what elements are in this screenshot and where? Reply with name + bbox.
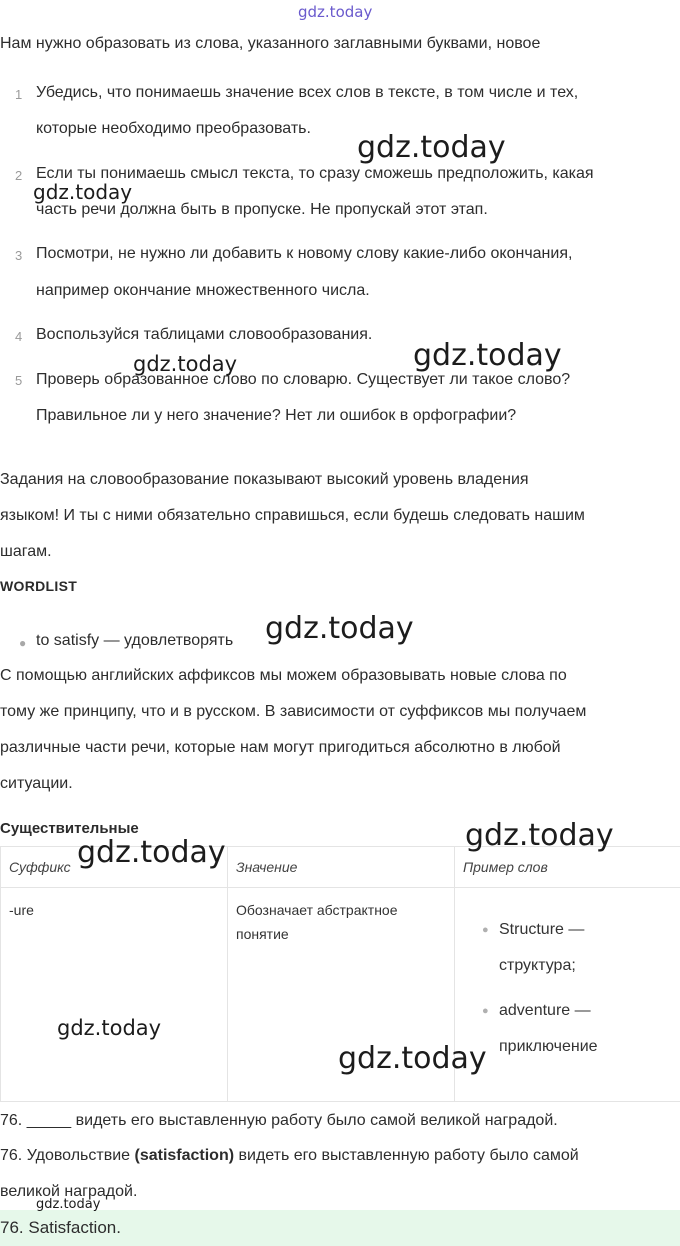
step-text: часть речи должна быть в пропуске. Не пропускай этот этап. bbox=[36, 201, 488, 218]
watermark: gdz.today bbox=[133, 352, 238, 376]
step-text: которые необходимо преобразовать. bbox=[36, 120, 311, 137]
watermark: gdz.today bbox=[57, 1016, 162, 1040]
bullet-icon: ● bbox=[19, 636, 27, 650]
step-number: 4 bbox=[15, 329, 23, 344]
step-text: Воспользуйся таблицами словообразования. bbox=[36, 326, 373, 343]
step-number: 3 bbox=[15, 248, 23, 263]
table-heading: Существительные bbox=[0, 820, 139, 837]
step-text: Если ты понимаешь смысл текста, то сразу сможешь предположить, какая bbox=[36, 165, 594, 182]
list-item: ● adventure — приключение bbox=[455, 993, 680, 1065]
cell-suffix: -ure bbox=[1, 888, 228, 1102]
watermark: gdz.today bbox=[33, 180, 133, 204]
cell-examples bbox=[455, 888, 680, 1102]
step-text: Проверь образованное слово по словарю. Существует ли такое слово? bbox=[36, 371, 571, 388]
watermark: gdz.today bbox=[298, 3, 373, 21]
cell-meaning: Обозначает абстрактное понятие bbox=[228, 888, 455, 1102]
paragraph-line: языком! И ты с ними обязательно справишься, если будешь следовать нашим bbox=[0, 507, 585, 524]
step-text: Правильное ли у него значение? Нет ли ошибок в орфографии? bbox=[36, 407, 517, 424]
watermark: gdz.today bbox=[338, 1041, 487, 1076]
step-text: Посмотри, не нужно ли добавить к новому слову какие-либо окончания, bbox=[36, 245, 573, 262]
wordlist-item-text: to satisfy — удовлетворять bbox=[36, 632, 234, 649]
bullet-icon: ● bbox=[482, 1005, 489, 1017]
examples-list bbox=[455, 888, 680, 1065]
watermark: gdz.today bbox=[265, 611, 414, 646]
watermark: gdz.today bbox=[465, 818, 614, 853]
watermark: gdz.today bbox=[36, 1197, 101, 1212]
step-text: Убедись, что понимаешь значение всех слов в тексте, в том числе и тех, bbox=[36, 84, 579, 101]
watermark: gdz.today bbox=[357, 130, 506, 165]
wordlist-heading: WORDLIST bbox=[0, 578, 78, 594]
paragraph-line: ситуации. bbox=[0, 775, 73, 792]
step-number: 2 bbox=[15, 168, 23, 183]
solution-line: великой наградой. bbox=[0, 1183, 138, 1200]
step-text: например окончание множественного числа. bbox=[36, 282, 370, 299]
solution-bold: (satisfaction) bbox=[134, 1147, 235, 1164]
header-suffix: Суффикс bbox=[1, 847, 228, 888]
list-item: ● Structure — структура; bbox=[455, 912, 680, 984]
bullet-icon: ● bbox=[482, 924, 489, 936]
paragraph-line: шагам. bbox=[0, 543, 52, 560]
solution-line: 76. Удовольствие (satisfaction) видеть его выставленную работу было самой bbox=[0, 1147, 579, 1164]
paragraph-line: тому же принципу, что и в русском. В зависимости от суффиксов мы получаем bbox=[0, 703, 587, 720]
step-number: 1 bbox=[15, 87, 23, 102]
step-number: 5 bbox=[15, 373, 23, 388]
paragraph-line: С помощью английских аффиксов мы можем образовывать новые слова по bbox=[0, 667, 567, 684]
watermark: gdz.today bbox=[413, 338, 562, 373]
paragraph-line: различные части речи, которые нам могут пригодиться абсолютно в любой bbox=[0, 739, 561, 756]
answer-text: 76. Satisfaction. bbox=[0, 1218, 121, 1237]
header-examples: Пример слов bbox=[455, 847, 680, 888]
paragraph-line: Задания на словообразование показывают высокий уровень владения bbox=[0, 471, 529, 488]
watermark: gdz.today bbox=[77, 835, 226, 870]
task-text: 76. _____ видеть его выставленную работу было самой великой наградой. bbox=[0, 1112, 558, 1129]
intro-text: Нам нужно образовать из слова, указанного заглавными буквами, новое bbox=[0, 35, 541, 52]
header-meaning: Значение bbox=[228, 847, 455, 888]
